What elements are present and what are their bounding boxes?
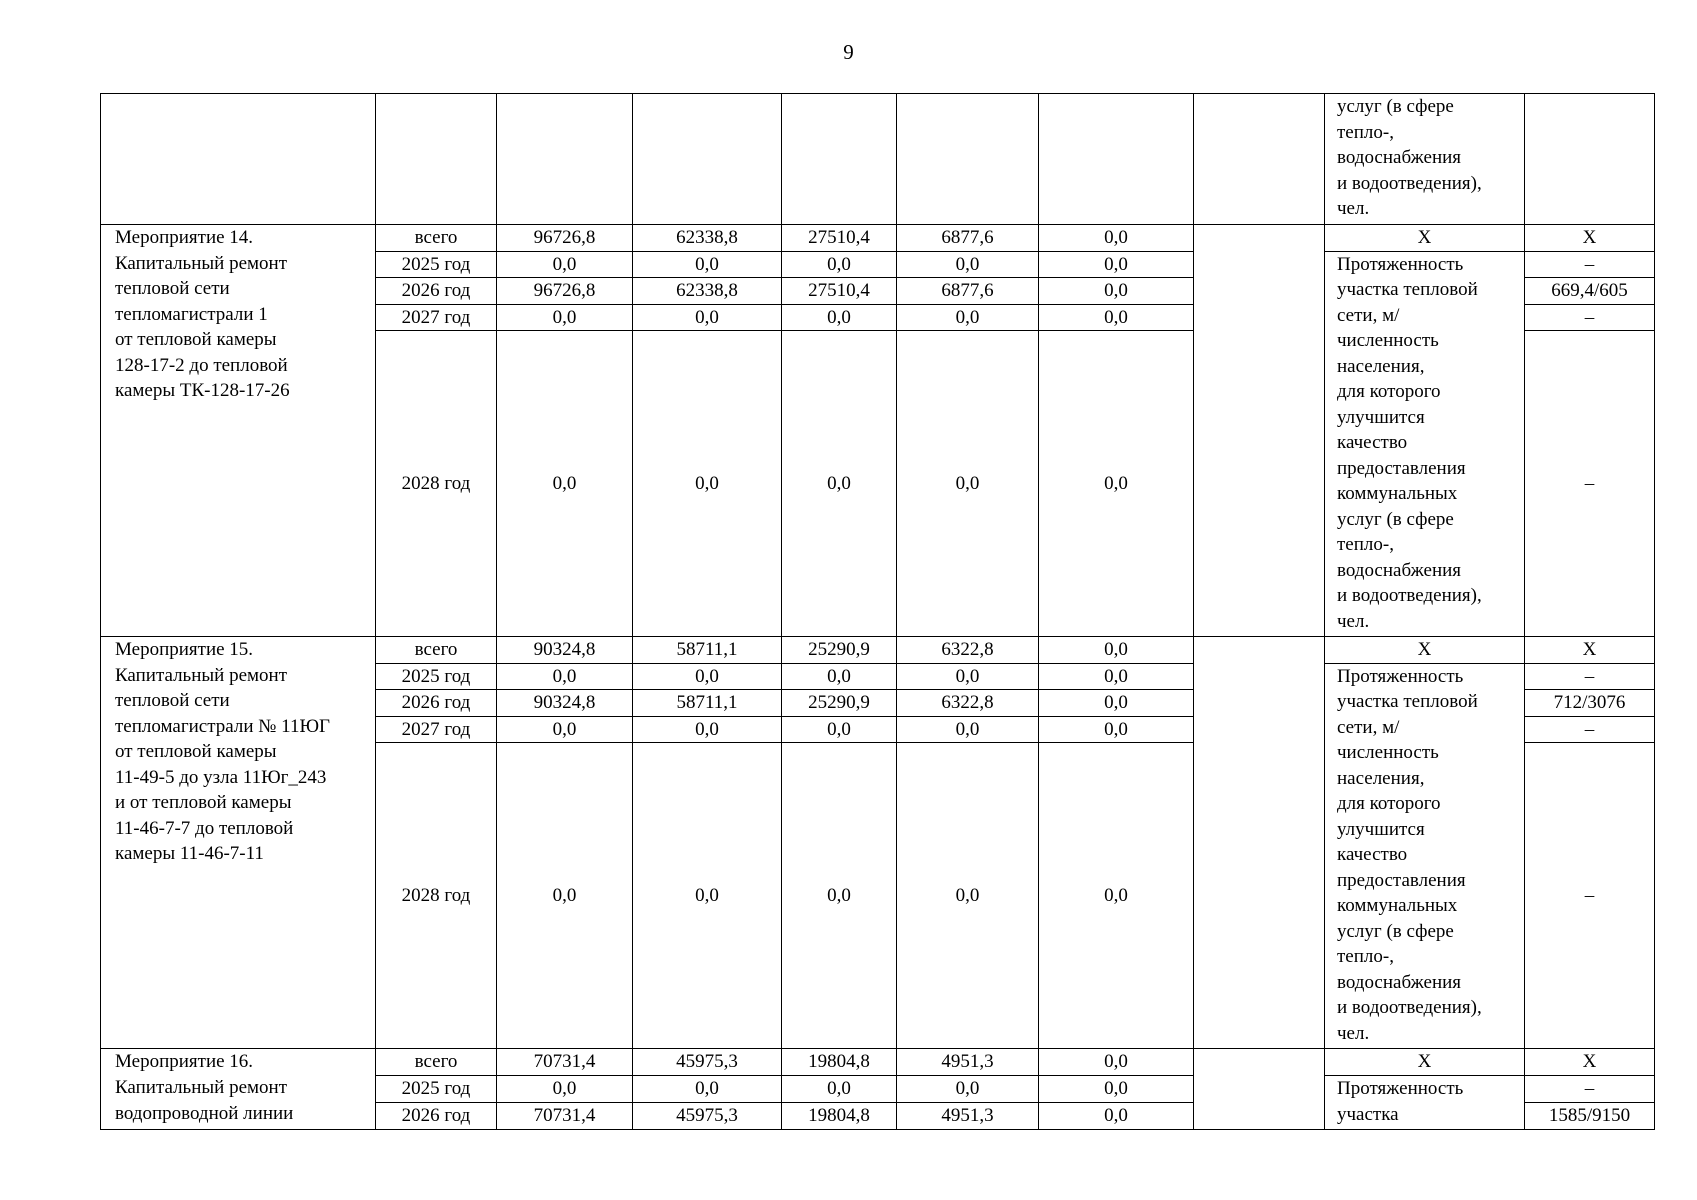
value-cell: 0,0	[497, 743, 633, 1049]
target-cell: –	[1525, 251, 1655, 278]
indicator-line: улучшится	[1337, 818, 1425, 840]
indicator-line: численность	[1337, 742, 1439, 763]
event-name-line: Капитальный ремонт	[115, 252, 288, 274]
value-cell: 0,0	[1039, 663, 1194, 690]
indicator-line: услуг (в сфере	[1337, 96, 1454, 117]
value-cell: 0,0	[633, 331, 782, 637]
period-cell: 2026 год	[376, 1103, 497, 1130]
value-cell: 0,0	[497, 331, 633, 637]
indicator-line: сети, м/	[1337, 716, 1400, 738]
value-cell: 6877,6	[897, 278, 1039, 305]
value-cell: 0,0	[633, 304, 782, 331]
indicator-cell	[1325, 94, 1525, 225]
event-15-indicator	[1325, 663, 1525, 1049]
value-cell: 45975,3	[633, 1049, 782, 1076]
value-cell: 27510,4	[782, 225, 897, 252]
cell-empty	[1194, 637, 1325, 1049]
indicator-line: тепло-,	[1337, 534, 1394, 555]
value-cell: 0,0	[782, 716, 897, 743]
event-16-total-row	[101, 1049, 1655, 1076]
indicator-line: Протяженность	[1337, 665, 1464, 687]
value-cell: 6877,6	[897, 225, 1039, 252]
period-cell: 2027 год	[376, 304, 497, 331]
indicator-line: Протяженность	[1337, 253, 1464, 275]
period-cell: всего	[376, 637, 497, 664]
indicator-line: услуг (в сфере	[1337, 508, 1454, 530]
event-name-line: Капитальный ремонт	[115, 1077, 288, 1098]
value-cell: 0,0	[497, 716, 633, 743]
value-cell: 0,0	[782, 304, 897, 331]
indicator-line: участка	[1337, 1104, 1399, 1125]
indicator-line: улучшится	[1337, 406, 1425, 428]
indicator-line: населения,	[1337, 355, 1425, 377]
cell-empty	[782, 94, 897, 225]
value-cell: 0,0	[1039, 1049, 1194, 1076]
event-name-line: Мероприятие 14.	[115, 227, 254, 248]
indicator-line: Протяженность	[1337, 1078, 1464, 1099]
value-cell: 0,0	[1039, 1076, 1194, 1103]
event-name-line: камеры ТК-128-17-26	[115, 380, 290, 401]
value-cell: 90324,8	[497, 690, 633, 717]
event-name-line: 11-49-5 до узла 11Юг_243	[115, 766, 327, 788]
period-cell: 2028 год	[376, 743, 497, 1049]
target-cell: –	[1525, 743, 1655, 1049]
cell-empty	[101, 94, 376, 225]
value-cell: 0,0	[782, 331, 897, 637]
indicator-x-cell: Х	[1325, 225, 1525, 252]
indicator-line: участка тепловой	[1337, 279, 1478, 300]
value-cell: 0,0	[897, 743, 1039, 1049]
value-cell: 25290,9	[782, 637, 897, 664]
indicator-line: и водоотведения),	[1337, 997, 1482, 1018]
value-cell: 0,0	[897, 663, 1039, 690]
value-cell: 62338,8	[633, 225, 782, 252]
target-cell: –	[1525, 716, 1655, 743]
indicator-line: чел.	[1337, 1022, 1370, 1044]
value-cell: 0,0	[633, 663, 782, 690]
indicator-line: коммунальных	[1337, 483, 1458, 504]
period-cell: 2028 год	[376, 331, 497, 637]
event-name-line: Капитальный ремонт	[115, 664, 288, 686]
cell-empty	[497, 94, 633, 225]
indicator-line: услуг (в сфере	[1337, 920, 1454, 942]
value-cell: 27510,4	[782, 278, 897, 305]
indicator-line: сети, м/	[1337, 304, 1400, 326]
value-cell: 0,0	[897, 1076, 1039, 1103]
event-name-line: водопроводной линии	[115, 1103, 294, 1124]
period-cell: 2025 год	[376, 663, 497, 690]
value-cell: 0,0	[1039, 637, 1194, 664]
value-cell: 0,0	[1039, 1103, 1194, 1130]
value-cell: 0,0	[633, 716, 782, 743]
value-cell: 0,0	[782, 1076, 897, 1103]
value-cell: 4951,3	[897, 1103, 1039, 1130]
value-cell: 0,0	[497, 251, 633, 278]
program-events-table	[100, 93, 1655, 1130]
cell-empty	[1194, 1049, 1325, 1130]
indicator-line: чел.	[1337, 198, 1370, 219]
indicator-line: чел.	[1337, 610, 1370, 632]
cell-empty	[376, 94, 497, 225]
event-name-line: от тепловой камеры	[115, 741, 277, 762]
event-name-line: Мероприятие 16.	[115, 1051, 254, 1072]
indicator-line: участка тепловой	[1337, 691, 1478, 712]
value-cell: 96726,8	[497, 225, 633, 252]
value-cell: 0,0	[633, 251, 782, 278]
indicator-line: для которого	[1337, 381, 1441, 402]
target-cell: –	[1525, 331, 1655, 637]
event-name-line: тепловой сети	[115, 690, 230, 711]
value-cell: 0,0	[497, 304, 633, 331]
value-cell: 0,0	[782, 251, 897, 278]
cell-empty	[1525, 94, 1655, 225]
continuation-row	[101, 94, 1655, 225]
event-16-name	[101, 1049, 376, 1130]
cell-empty	[1039, 94, 1194, 225]
value-cell: 96726,8	[497, 278, 633, 305]
indicator-x-cell: Х	[1325, 637, 1525, 664]
indicator-line: качество	[1337, 432, 1408, 453]
value-cell: 70731,4	[497, 1103, 633, 1130]
value-cell: 0,0	[897, 251, 1039, 278]
event-16-indicator	[1325, 1076, 1525, 1130]
value-cell: 0,0	[1039, 743, 1194, 1049]
event-name-line: 11-46-7-7 до тепловой	[115, 817, 294, 839]
value-cell: 19804,8	[782, 1103, 897, 1130]
target-cell: 712/3076	[1525, 690, 1655, 717]
value-cell: 0,0	[1039, 331, 1194, 637]
indicator-line: предоставления	[1337, 457, 1466, 479]
indicator-line: предоставления	[1337, 869, 1466, 891]
indicator-line: для которого	[1337, 793, 1441, 814]
period-cell: 2025 год	[376, 1076, 497, 1103]
event-14-total-row	[101, 225, 1655, 252]
value-cell: 4951,3	[897, 1049, 1039, 1076]
event-14-name	[101, 225, 376, 637]
indicator-line: тепло-,	[1337, 946, 1394, 967]
event-name-line: и от тепловой камеры	[115, 792, 292, 813]
value-cell: 58711,1	[633, 690, 782, 717]
event-15-total-row	[101, 637, 1655, 664]
value-cell: 19804,8	[782, 1049, 897, 1076]
event-15-name	[101, 637, 376, 1049]
indicator-x-cell: Х	[1325, 1049, 1525, 1076]
cell-empty	[633, 94, 782, 225]
value-cell: 45975,3	[633, 1103, 782, 1130]
value-cell: 58711,1	[633, 637, 782, 664]
event-14-indicator	[1325, 251, 1525, 637]
indicator-line: водоснабжения	[1337, 559, 1462, 581]
target-cell: –	[1525, 663, 1655, 690]
value-cell: 0,0	[897, 331, 1039, 637]
value-cell: 90324,8	[497, 637, 633, 664]
value-cell: 0,0	[1039, 251, 1194, 278]
period-cell: 2025 год	[376, 251, 497, 278]
event-name-line: тепломагистрали № 11ЮГ	[115, 715, 330, 737]
value-cell: 6322,8	[897, 690, 1039, 717]
value-cell: 0,0	[1039, 278, 1194, 305]
event-name-line: 128-17-2 до тепловой	[115, 354, 288, 376]
period-cell: 2026 год	[376, 690, 497, 717]
indicator-line: качество	[1337, 844, 1408, 865]
period-cell: всего	[376, 1049, 497, 1076]
event-name-line: тепловой сети	[115, 278, 230, 299]
value-cell: 62338,8	[633, 278, 782, 305]
cell-empty	[897, 94, 1039, 225]
value-cell: 0,0	[1039, 304, 1194, 331]
value-cell: 0,0	[782, 663, 897, 690]
event-name-line: камеры 11-46-7-11	[115, 843, 264, 864]
indicator-line: и водоотведения),	[1337, 172, 1482, 194]
target-cell: 669,4/605	[1525, 278, 1655, 305]
indicator-line: коммунальных	[1337, 895, 1458, 916]
target-x-cell: Х	[1525, 1049, 1655, 1076]
value-cell: 0,0	[897, 304, 1039, 331]
target-cell: 1585/9150	[1525, 1103, 1655, 1130]
cell-empty	[1194, 94, 1325, 225]
value-cell: 0,0	[782, 743, 897, 1049]
target-cell: –	[1525, 304, 1655, 331]
value-cell: 0,0	[633, 1076, 782, 1103]
page-number: 9	[843, 40, 854, 64]
period-cell: 2026 год	[376, 278, 497, 305]
indicator-line: и водоотведения),	[1337, 585, 1482, 606]
event-name-line: тепломагистрали 1	[115, 303, 268, 325]
indicator-line: тепло-,	[1337, 121, 1394, 143]
value-cell: 6322,8	[897, 637, 1039, 664]
indicator-line: водоснабжения	[1337, 147, 1462, 168]
value-cell: 0,0	[497, 1076, 633, 1103]
value-cell: 0,0	[633, 743, 782, 1049]
period-cell: всего	[376, 225, 497, 252]
value-cell: 0,0	[897, 716, 1039, 743]
indicator-line: водоснабжения	[1337, 971, 1462, 993]
event-name-line: Мероприятие 15.	[115, 639, 254, 660]
value-cell: 25290,9	[782, 690, 897, 717]
period-cell: 2027 год	[376, 716, 497, 743]
target-x-cell: Х	[1525, 225, 1655, 252]
value-cell: 0,0	[1039, 716, 1194, 743]
cell-empty	[1194, 225, 1325, 637]
target-cell: –	[1525, 1076, 1655, 1103]
value-cell: 0,0	[497, 663, 633, 690]
value-cell: 70731,4	[497, 1049, 633, 1076]
indicator-line: населения,	[1337, 767, 1425, 789]
indicator-line: численность	[1337, 330, 1439, 351]
target-x-cell: Х	[1525, 637, 1655, 664]
value-cell: 0,0	[1039, 225, 1194, 252]
event-name-line: от тепловой камеры	[115, 329, 277, 350]
value-cell: 0,0	[1039, 690, 1194, 717]
